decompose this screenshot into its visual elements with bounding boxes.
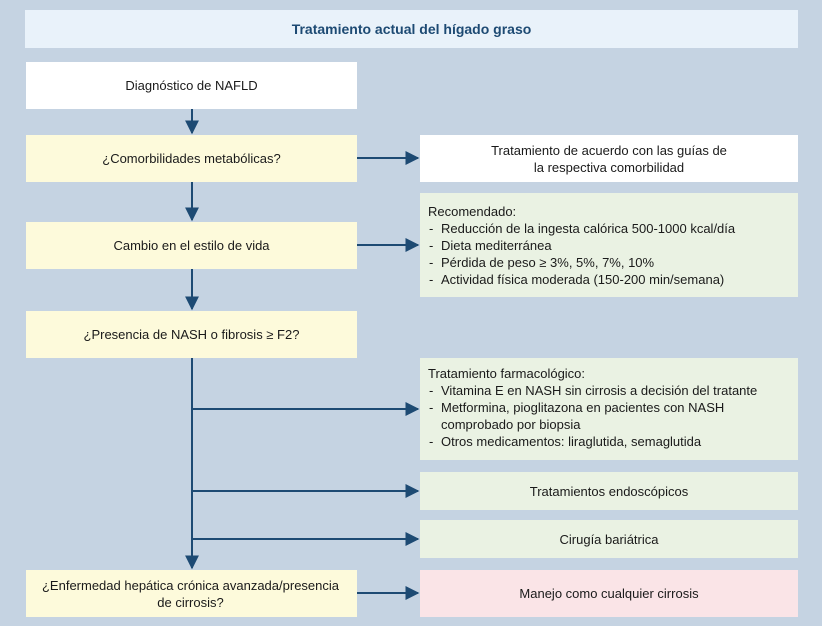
recommendation-item: - Dieta mediterránea [428, 237, 788, 254]
pharmacological-item: - Metformina, pioglitazona en pacientes con NASH comprobado por biopsia [428, 399, 788, 433]
cirrhosis-management-label: Manejo como cualquier cirrosis [519, 586, 699, 601]
lifestyle-label: Cambio en el estilo de vida [113, 238, 270, 253]
pharmacological-item: - Otros medicamentos: liraglutida, semaglutida [428, 433, 788, 450]
comorbidities-question-label: ¿Comorbilidades metabólicas? [102, 151, 281, 166]
diagnosis-label: Diagnóstico de NAFLD [125, 78, 258, 93]
bariatric-surgery-label: Cirugía bariátrica [559, 531, 659, 547]
diagram-title: Tratamiento actual del hígado graso [25, 10, 798, 48]
pharmacological-heading: Tratamiento farmacológico: [428, 366, 586, 381]
endoscopic-treatment-label: Tratamientos endoscópicos [529, 483, 689, 499]
recommendation-item: - Pérdida de peso ≥ 3%, 5%, 7%, 10% [428, 254, 788, 271]
recommendation-item: - Actividad física moderada (150-200 min/semana) [428, 271, 788, 288]
nash-question-label: ¿Presencia de NASH o fibrosis ≥ F2? [83, 327, 300, 342]
advanced-disease-question-label: ¿Enfermedad hepática crónica avanzada/presencia de cirrosis? [41, 577, 339, 610]
recommendations-heading: Recomendado: [428, 204, 517, 219]
comorbidity-treatment-line-2: la respectiva comorbilidad [533, 159, 685, 175]
pharmacological-item: - Vitamina E en NASH sin cirrosis a decisión del tratante [428, 382, 788, 399]
recommendation-item: - Reducción de la ingesta calórica 500-1000 kcal/día [428, 220, 788, 237]
comorbidity-treatment-line-1: Tratamiento de acuerdo con las guías de [491, 142, 727, 158]
